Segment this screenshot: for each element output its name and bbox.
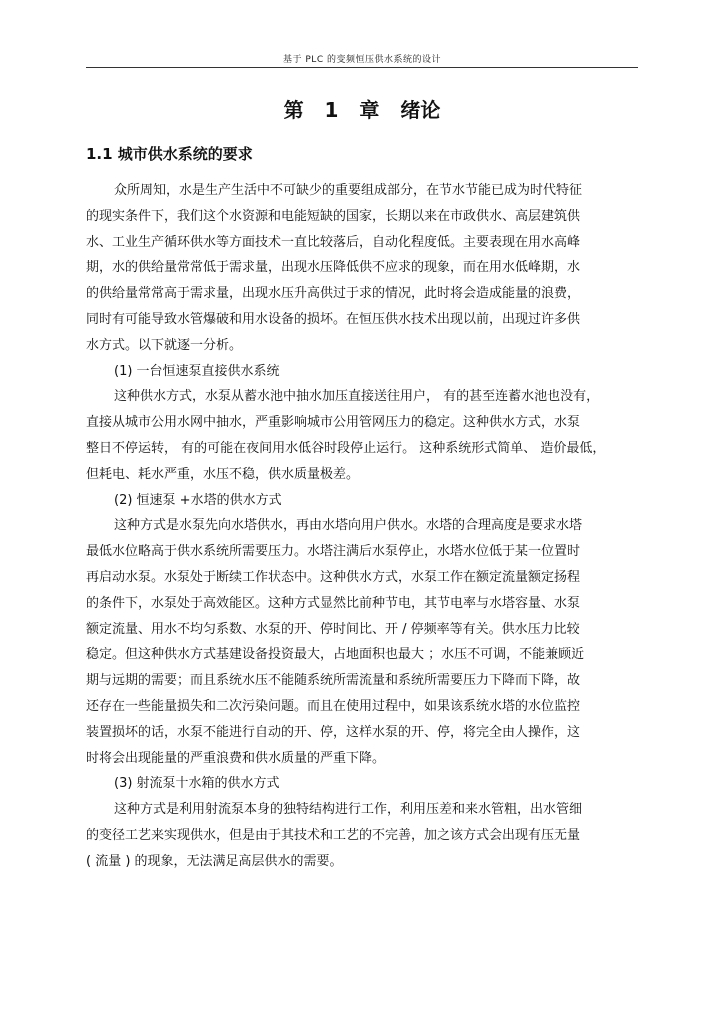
- paragraph-line: 直接从城市公用水网中抽水，严重影响城市公用管网压力的稳定。这种供水方式，水泵: [86, 415, 581, 431]
- header-divider: [86, 67, 638, 68]
- paragraph-line: ( 流量 ) 的现象，无法满足高层供水的需要。: [86, 853, 343, 869]
- chapter-title: 第 1 章 绪论: [283, 98, 441, 122]
- paragraph-line: 水方式。以下就逐一分析。: [86, 337, 243, 353]
- paragraph-line: 额定流量、用水不均匀系数、水泵的开、停时间比、开 / 停频率等有关。供水压力比较: [86, 621, 580, 637]
- section-title: 1.1 城市供水系统的要求: [86, 145, 253, 163]
- paragraph-line: 同时有可能导致水管爆破和用水设备的损坏。在恒压供水技术出现以前，出现过许多供: [86, 311, 581, 327]
- paragraph-line: 的条件下，水泵处于高效能区。这种方式显然比前种节电，其节电率与水塔容量、水泵: [86, 595, 581, 611]
- list-item-heading: (2) 恒速泵 +水塔的供水方式: [114, 492, 282, 508]
- paragraph-line: 期，水的供给量常常低于需求量，出现水压降低供不应求的现象，而在用水低峰期，水: [86, 260, 581, 276]
- paragraph-line: 还存在一些能量损失和二次污染问题。而且在使用过程中，如果该系统水塔的水位监控: [86, 698, 581, 714]
- paragraph-line: 的现实条件下，我们这个水资源和电能短缺的国家，长期以来在市政供水、高层建筑供: [86, 208, 581, 224]
- paragraph-line: 但耗电、耗水严重，水压不稳，供水质量极差。: [86, 466, 360, 482]
- paragraph-line: 装置损坏的话，水泵不能进行自动的开、停，这样水泵的开、停，将完全由人操作，这: [86, 724, 581, 740]
- paragraph-line: 众所周知，水是生产生活中不可缺少的重要组成部分，在节水节能已成为时代特征: [114, 183, 583, 198]
- paragraph-line: 的变径工艺来实现供水，但是由于其技术和工艺的不完善，加之该方式会出现有压无量: [86, 827, 581, 843]
- paragraph-line: 的供给量常常高于需求量，出现水压升高供过于求的情况，此时将会造成能量的浪费，: [86, 286, 581, 302]
- paragraph-line: 整日不停运转， 有的可能在夜间用水低谷时段停止运行。 这种系统形式简单、 造价最低，: [86, 440, 606, 456]
- body-text: [86, 178, 638, 875]
- list-item-heading: (1) 一台恒速泵直接供水系统: [114, 363, 280, 379]
- paragraph-line: 最低水位略高于供水系统所需要压力。水塔注满后水泵停止，水塔水位低于某一位置时: [86, 544, 581, 560]
- paragraph-line: 稳定。但这种供水方式基建设备投资最大，占地面积也最大 ；水压不可调，不能兼顾近: [86, 647, 585, 663]
- paragraph-line: 这种方式是利用射流泵本身的独特结构进行工作，利用压差和来水管粗，出水管细: [114, 802, 583, 818]
- paragraph-line: 期与远期的需要；而且系统水压不能随系统所需流量和系统所需要压力下降而下降，故: [86, 673, 581, 689]
- running-header: 基于 PLC 的变频恒压供水系统的设计: [283, 55, 441, 65]
- paragraph-line: 时将会出现能量的严重浪费和供水质量的严重下降。: [86, 750, 386, 766]
- paragraph-line: 再启动水泵。水泵处于断续工作状态中。这种供水方式，水泵工作在额定流量额定扬程: [86, 569, 581, 585]
- paragraph-line: 水、工业生产循环供水等方面技术一直比较落后，自动化程度低。主要表现在用水高峰: [86, 234, 581, 250]
- list-item-heading: (3) 射流泵十水箱的供水方式: [114, 776, 280, 792]
- paragraph-line: 这种方式是水泵先向水塔供水，再由水塔向用户供水。水塔的合理高度是要求水塔: [114, 518, 583, 534]
- paragraph-line: 这种供水方式，水泵从蓄水池中抽水加压直接送往用户， 有的甚至连蓄水池也没有，: [114, 389, 600, 405]
